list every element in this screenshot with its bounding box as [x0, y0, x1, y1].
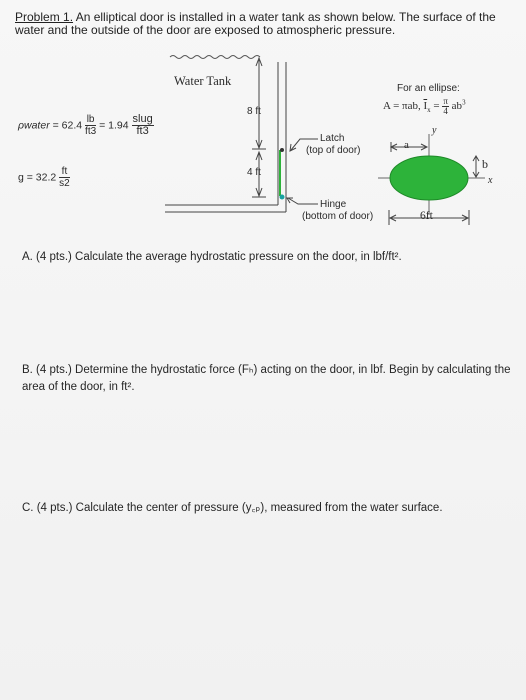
door-width-label: 6ft [420, 210, 433, 222]
ellipse-four: 4 [443, 106, 448, 116]
latch-point [280, 148, 284, 152]
question-a: A. (4 pts.) Calculate the average hydrostatic pressure on the door, in lbf/ft². [22, 251, 402, 263]
semi-axis-a-label: a [404, 139, 409, 151]
elliptical-door [390, 156, 468, 200]
water-surface [170, 56, 260, 59]
gravity-unit-den: s2 [59, 178, 70, 189]
problem-title: Problem 1. [15, 10, 74, 24]
ellipse-title: For an ellipse: [397, 83, 460, 94]
tank-diagram [0, 0, 526, 240]
density-eq-2: = 1.94 [99, 119, 129, 132]
ellipse-exp: 3 [462, 98, 466, 107]
density-unit-1-den: ft3 [85, 126, 97, 137]
depth-label: 8 ft [247, 106, 261, 117]
semi-axis-b-label: b [482, 157, 488, 171]
hinge-label: Hinge [320, 199, 347, 210]
gravity-unit-num: ft [59, 166, 70, 178]
latch-label: Latch [320, 133, 345, 144]
density-unit-1-num: lb [86, 114, 95, 125]
ellipse-eq: = [433, 100, 440, 113]
problem-text: An elliptical door is installed in a water tank as shown below. The surface of the water and the outside of the door are exposed to atmospheric pressure. [15, 10, 496, 37]
door-height-label: 4 ft [247, 167, 261, 178]
ellipse-pi-over-4 [442, 97, 449, 116]
ellipse-area-formula: A = πab, [383, 100, 421, 113]
density-unit-2-num: slug [132, 113, 153, 125]
water-tank-label: Water Tank [174, 74, 232, 88]
hinge-point [280, 195, 285, 200]
ellipse-inertia-sub: x [427, 106, 431, 115]
question-c: C. (4 pts.) Calculate the center of pressure (y꜀ₚ), measured from the water surface. [22, 502, 443, 514]
hinge-sublabel: (bottom of door) [302, 211, 374, 222]
ellipse-inertia-symbol: $\overline{I}$ [423, 100, 428, 113]
question-b: B. (4 pts.) Determine the hydrostatic force (Fₕ) acting on the door, in lbf. Begin by calculating the area of the door, in ft². [22, 364, 511, 393]
density-unit-2-den: ft3 [136, 125, 149, 137]
axis-x-label: x [488, 175, 493, 186]
density-label: ρwater [18, 119, 50, 132]
ellipse-pi: π [443, 96, 448, 106]
ellipse-ab: ab [451, 100, 463, 113]
ellipse-formulas [383, 97, 466, 116]
gravity-label: g = 32.2 [18, 171, 57, 184]
density-eq: = 62.4 [52, 119, 83, 132]
latch-sublabel: (top of door) [306, 145, 361, 156]
axis-y-label: y [432, 125, 437, 136]
